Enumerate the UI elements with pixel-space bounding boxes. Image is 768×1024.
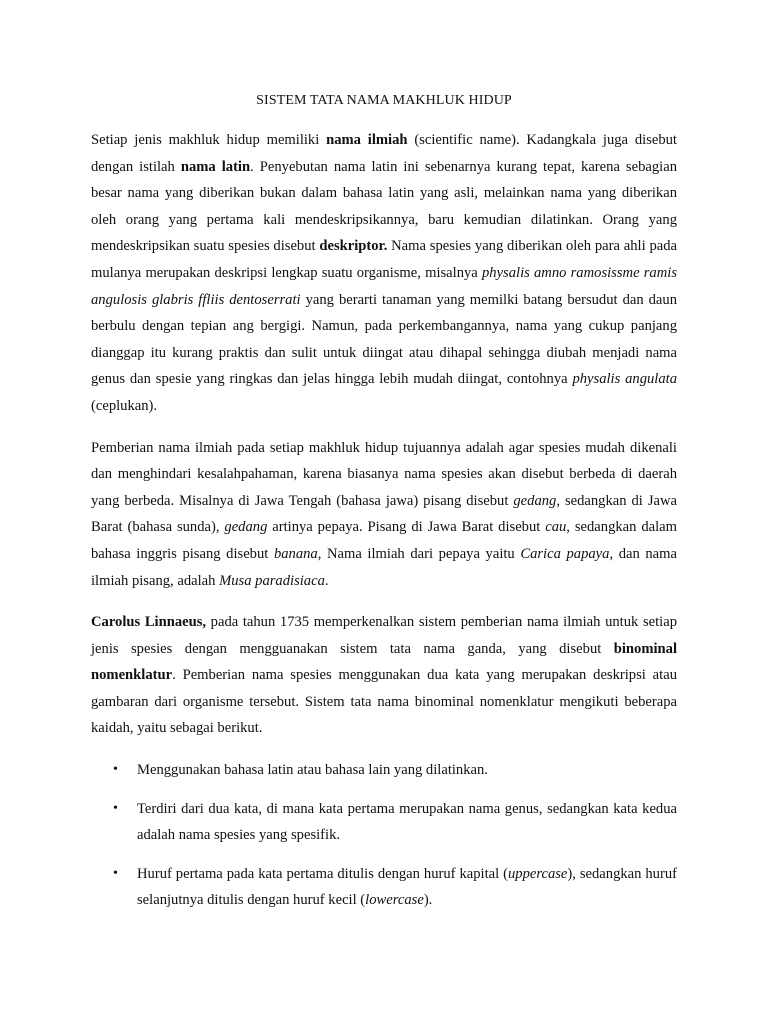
- text: ), sedangkan huruf selanjutnya ditulis dengan huruf kecil (: [137, 865, 677, 909]
- text: , sedangkan di Jawa Barat (bahasa sunda),: [91, 492, 677, 536]
- bullet-icon: •: [113, 762, 118, 778]
- italic-term: Carica papaya: [520, 545, 610, 562]
- text: , dan nama ilmiah pisang, adalah: [91, 545, 677, 589]
- paragraph-3: [91, 609, 677, 742]
- italic-term: cau: [545, 519, 567, 536]
- bullet-icon: •: [113, 800, 118, 816]
- italic-term: banana: [273, 545, 318, 562]
- text: Terdiri dari dua kata, di mana kata pertama merupakan nama genus, sedangkan kata kedua adalah nama spesies yang spesifik.: [137, 800, 677, 844]
- italic-term: physalis angulata: [572, 371, 677, 388]
- text: , Nama ilmiah dari pepaya yaitu: [317, 545, 521, 562]
- text: Nama spesies yang diberikan oleh para ahli pada mulanya merupakan deskripsi lengkap suatu organisme, misalnya: [91, 238, 677, 281]
- italic-term: gedang: [513, 492, 557, 509]
- document-body: [91, 127, 677, 926]
- bold-term: nama ilmiah: [326, 132, 408, 148]
- bold-term: nama latin: [180, 158, 251, 175]
- text: (scientific name). Kadangkala juga disebut dengan istilah: [91, 132, 677, 175]
- bold-term: Carolus Linnaeus,: [91, 614, 207, 631]
- italic-term: Musa paradisiaca: [219, 572, 325, 589]
- paragraph-1: [91, 127, 677, 420]
- text: .: [324, 572, 329, 589]
- text: artinya pepaya. Pisang di Jawa Barat disebut: [267, 519, 546, 536]
- document-title: SISTEM TATA NAMA MAKHLUK HIDUP: [256, 93, 512, 108]
- bold-term: binominal nomenklatur: [91, 640, 677, 684]
- text: Huruf pertama pada kata pertama ditulis dengan huruf kapital (: [137, 865, 508, 882]
- text: Pemberian nama ilmiah pada setiap makhluk hidup tujuannya adalah agar spesies mudah dikenali dan menghindari kesalahpahaman, karena biasanya nama spesies akan disebut berbeda di daerah yang berbeda. Misalnya di Jawa Tengah (bahasa jawa) pisang disebut: [91, 439, 677, 509]
- paragraph-2: [91, 435, 677, 595]
- text: Setiap jenis makhluk hidup memiliki: [91, 132, 327, 148]
- bullet-icon: •: [113, 865, 118, 881]
- bold-term: deskriptor.: [319, 238, 388, 255]
- italic-term: gedang: [224, 519, 268, 536]
- text: yang berarti tanaman yang memilki batang bersudut dan daun berbulu dengan tepian ang bergigi. Namun, pada perkembangannya, nama yang cukup panjang dianggap itu kurang praktis dan sulit untuk diingat atau dihapal sehingga diubah menjadi nama genus dan spesie yang ringkas dan jelas hingga lebih mudah diingat, contohnya: [91, 291, 677, 388]
- text: Menggunakan bahasa latin atau bahasa lain yang dilatinkan.: [137, 762, 488, 779]
- italic-term: lowercase: [365, 892, 424, 909]
- text: . Penyebutan nama latin ini sebenarnya kurang tepat, karena sebagian besar nama yang diberikan bukan dalam bahasa latin yang asli, melainkan nama yang diberikan oleh orang yang pertama kali mendeskripsikannya, baru kemudian dilatinkan. Orang yang mendeskripsikan suatu spesies disebut: [91, 158, 677, 255]
- list-item: [91, 796, 677, 849]
- text: , sedangkan dalam bahasa inggris pisang disebut: [91, 519, 677, 562]
- text: (ceplukan).: [91, 397, 158, 414]
- text: . Pemberian nama spesies menggunakan dua kata yang merupakan deskripsi atau gambaran dari organisme tersebut. Sistem tata nama binominal nomenklatur mengikuti beberapa kaidah, yaitu sebagai berikut.: [91, 667, 677, 737]
- text: pada tahun 1735 memperkenalkan sistem pemberian nama ilmiah untuk setiap jenis spesies dengan mengguanakan sistem tata nama ganda, yang disebut: [91, 614, 677, 657]
- italic-term: uppercase: [507, 865, 568, 882]
- text: ).: [423, 892, 433, 909]
- list-item: [91, 757, 677, 784]
- italic-term: physalis amno ramosissme ramis angulosis glabris ffliis dentoserrati: [91, 264, 677, 308]
- bullet-list: [91, 757, 677, 914]
- list-item: [91, 861, 677, 914]
